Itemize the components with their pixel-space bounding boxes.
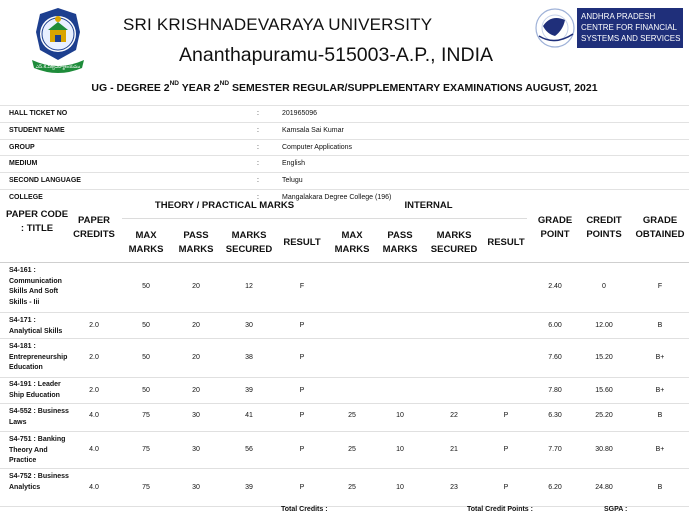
info-row bbox=[0, 155, 689, 172]
theory-result: P bbox=[299, 354, 305, 361]
theory-max-marks: 75 bbox=[142, 484, 150, 491]
theory-max-marks: 50 bbox=[142, 354, 150, 361]
grade-point: 7.70 bbox=[548, 446, 562, 453]
internal-result: P bbox=[503, 412, 509, 419]
grade-obtained: B bbox=[657, 484, 663, 491]
info-value: Computer Applications bbox=[282, 143, 353, 151]
total-credits-label: Total Credits : bbox=[281, 506, 328, 513]
info-label: HALL TICKET NO bbox=[9, 110, 68, 117]
paper-code-title: S4-751 : Banking Theory And Practice bbox=[9, 436, 66, 464]
info-label: SECOND LANGUAGE bbox=[9, 177, 81, 185]
grade-obtained: B+ bbox=[655, 354, 665, 361]
internal-result: P bbox=[503, 446, 509, 453]
grade-point: 7.60 bbox=[548, 354, 562, 361]
col-grade-obtained: GRADE OBTAINED bbox=[635, 215, 685, 240]
internal-pass-marks: 10 bbox=[396, 446, 404, 453]
info-colon: : bbox=[257, 177, 259, 185]
col-theory-marks-secured: MARKS SECURED bbox=[225, 230, 273, 255]
internal-pass-marks: 10 bbox=[396, 412, 404, 419]
table-row bbox=[0, 262, 689, 313]
exam-title-part: UG - DEGREE 2 bbox=[91, 82, 170, 94]
totals-row bbox=[0, 502, 689, 518]
info-value: English bbox=[282, 160, 305, 168]
theory-marks-secured: 56 bbox=[245, 446, 253, 453]
col-theory-max-marks: MAX MARKS bbox=[128, 230, 164, 255]
col-paper-code-title: PAPER CODE : TITLE bbox=[5, 209, 69, 234]
credit-points: 15.60 bbox=[595, 387, 613, 394]
info-colon: : bbox=[257, 126, 259, 134]
exam-title bbox=[0, 82, 689, 94]
info-row bbox=[0, 139, 689, 156]
col-grade-point: GRADE POINT bbox=[537, 215, 573, 240]
paper-credits: 2.0 bbox=[89, 387, 99, 394]
internal-max-marks: 25 bbox=[348, 446, 356, 453]
sgpa-label: SGPA : bbox=[604, 506, 628, 513]
theory-result: F bbox=[299, 283, 305, 290]
internal-marks-secured: 22 bbox=[450, 412, 458, 419]
theory-marks-secured: 12 bbox=[245, 283, 253, 290]
theory-pass-marks: 20 bbox=[192, 387, 200, 394]
grade-obtained: F bbox=[657, 283, 663, 290]
credit-points: 15.20 bbox=[595, 354, 613, 361]
theory-result: P bbox=[299, 446, 305, 453]
university-emblem-icon bbox=[28, 6, 88, 74]
theory-pass-marks: 30 bbox=[192, 484, 200, 491]
table-row bbox=[0, 313, 689, 339]
col-internal-max-marks: MAX MARKS bbox=[334, 230, 370, 255]
internal-pass-marks: 10 bbox=[396, 484, 404, 491]
info-value: Telugu bbox=[282, 177, 303, 185]
grade-point: 6.30 bbox=[548, 412, 562, 419]
info-value: Mangalakara Degree College (196) bbox=[282, 193, 392, 201]
theory-marks-secured: 38 bbox=[245, 354, 253, 361]
paper-code-title: S4-191 : Leader Ship Education bbox=[9, 381, 61, 399]
theory-max-marks: 75 bbox=[142, 412, 150, 419]
info-label: STUDENT NAME bbox=[9, 126, 65, 134]
theory-result: P bbox=[299, 322, 305, 329]
info-colon: : bbox=[257, 193, 259, 201]
theory-pass-marks: 20 bbox=[192, 354, 200, 361]
grade-obtained: B bbox=[657, 322, 663, 329]
info-label: GROUP bbox=[9, 143, 35, 151]
credit-points: 12.00 bbox=[595, 322, 613, 329]
grade-obtained: B+ bbox=[655, 387, 665, 394]
apcfss-line-1: ANDHRA PRADESH bbox=[581, 12, 656, 21]
grade-point: 7.80 bbox=[548, 387, 562, 394]
credit-points: 24.80 bbox=[595, 484, 613, 491]
theory-marks-secured: 39 bbox=[245, 484, 253, 491]
apcfss-line-3: SYSTEMS AND SERVICES bbox=[581, 34, 681, 43]
col-internal-marks-secured: MARKS SECURED bbox=[430, 230, 478, 255]
marks-table-header bbox=[0, 193, 689, 263]
paper-credits: 4.0 bbox=[89, 446, 99, 453]
theory-pass-marks: 30 bbox=[192, 412, 200, 419]
theory-result: P bbox=[299, 484, 305, 491]
credit-points: 0 bbox=[602, 283, 606, 290]
apcfss-line-2: CENTRE FOR FINANCIAL bbox=[581, 23, 678, 32]
internal-marks-secured: 23 bbox=[450, 484, 458, 491]
info-row bbox=[0, 122, 689, 139]
university-address: Ananthapuramu-515003-A.P., INDIA bbox=[179, 44, 493, 66]
theory-max-marks: 75 bbox=[142, 446, 150, 453]
col-theory-group: THEORY / PRACTICAL MARKS bbox=[154, 200, 295, 211]
grade-obtained: B+ bbox=[655, 446, 665, 453]
grade-point: 2.40 bbox=[548, 283, 562, 290]
theory-marks-secured: 30 bbox=[245, 322, 253, 329]
exam-title-part: YEAR 2 bbox=[178, 82, 220, 94]
theory-max-marks: 50 bbox=[142, 283, 150, 290]
paper-code-title: S4-171 : Analytical Skills bbox=[9, 317, 63, 335]
info-colon: : bbox=[257, 160, 259, 168]
total-credit-points-label: Total Credit Points : bbox=[467, 506, 533, 513]
theory-marks-secured: 39 bbox=[245, 387, 253, 394]
info-colon: : bbox=[257, 110, 259, 117]
theory-result: P bbox=[299, 412, 305, 419]
paper-code-title: S4-752 : Business Analytics bbox=[9, 473, 69, 491]
col-theory-pass-marks: PASS MARKS bbox=[178, 230, 214, 255]
internal-marks-secured: 21 bbox=[450, 446, 458, 453]
paper-code-title: S4-161 : Communication Skills And Soft Skills - Iii bbox=[9, 267, 62, 306]
university-name: SRI KRISHNADEVARAYA UNIVERSITY bbox=[123, 15, 433, 34]
col-internal-group: INTERNAL bbox=[404, 200, 453, 211]
marks-table-body bbox=[0, 262, 689, 507]
table-row bbox=[0, 432, 689, 469]
grade-obtained: B bbox=[657, 412, 663, 419]
table-row bbox=[0, 339, 689, 378]
info-colon: : bbox=[257, 143, 259, 151]
theory-max-marks: 50 bbox=[142, 387, 150, 394]
theory-max-marks: 50 bbox=[142, 322, 150, 329]
credit-points: 25.20 bbox=[595, 412, 613, 419]
internal-max-marks: 25 bbox=[348, 484, 356, 491]
theory-pass-marks: 20 bbox=[192, 322, 200, 329]
exam-title-sup: ND bbox=[169, 80, 179, 87]
info-value: 201965096 bbox=[282, 110, 318, 117]
paper-credits: 4.0 bbox=[89, 484, 99, 491]
paper-credits: 2.0 bbox=[89, 354, 99, 361]
col-internal-pass-marks: PASS MARKS bbox=[382, 230, 418, 255]
apcfss-logo-icon bbox=[533, 6, 685, 52]
exam-title-part: SEMESTER REGULAR/SUPPLEMENTARY EXAMINATIONS AUGUST, 2021 bbox=[229, 82, 598, 94]
theory-pass-marks: 30 bbox=[192, 446, 200, 453]
grade-point: 6.20 bbox=[548, 484, 562, 491]
theory-pass-marks: 20 bbox=[192, 283, 200, 290]
info-label: COLLEGE bbox=[9, 193, 43, 201]
col-paper-credits: PAPER CREDITS bbox=[73, 215, 115, 240]
col-theory-result: RESULT bbox=[283, 237, 321, 248]
theory-marks-secured: 41 bbox=[245, 412, 253, 419]
col-credit-points: CREDIT POINTS bbox=[586, 215, 622, 240]
table-row bbox=[0, 404, 689, 432]
grade-point: 6.00 bbox=[548, 322, 562, 329]
emblem-ribbon-text: ఎస్.కె.విశ్వవిద్యాలయము bbox=[35, 65, 81, 70]
document-header bbox=[0, 0, 689, 110]
col-internal-result: RESULT bbox=[487, 237, 525, 248]
exam-title-sup: ND bbox=[219, 80, 230, 87]
info-row bbox=[0, 105, 689, 122]
paper-credits: 4.0 bbox=[89, 412, 99, 419]
paper-credits: 2.0 bbox=[89, 322, 99, 329]
internal-result: P bbox=[503, 484, 509, 491]
paper-code-title: S4-181 : Entrepreneurship Education bbox=[9, 343, 68, 371]
credit-points: 30.80 bbox=[595, 446, 613, 453]
theory-result: P bbox=[299, 387, 305, 394]
internal-max-marks: 25 bbox=[348, 412, 356, 419]
table-row bbox=[0, 378, 689, 404]
paper-code-title: S4-552 : Business Laws bbox=[9, 408, 69, 426]
info-value: Kamsala Sai Kumar bbox=[282, 126, 344, 134]
info-label: MEDIUM bbox=[9, 160, 38, 168]
header-divider bbox=[122, 218, 527, 219]
student-info-table bbox=[0, 105, 689, 206]
info-row bbox=[0, 172, 689, 189]
